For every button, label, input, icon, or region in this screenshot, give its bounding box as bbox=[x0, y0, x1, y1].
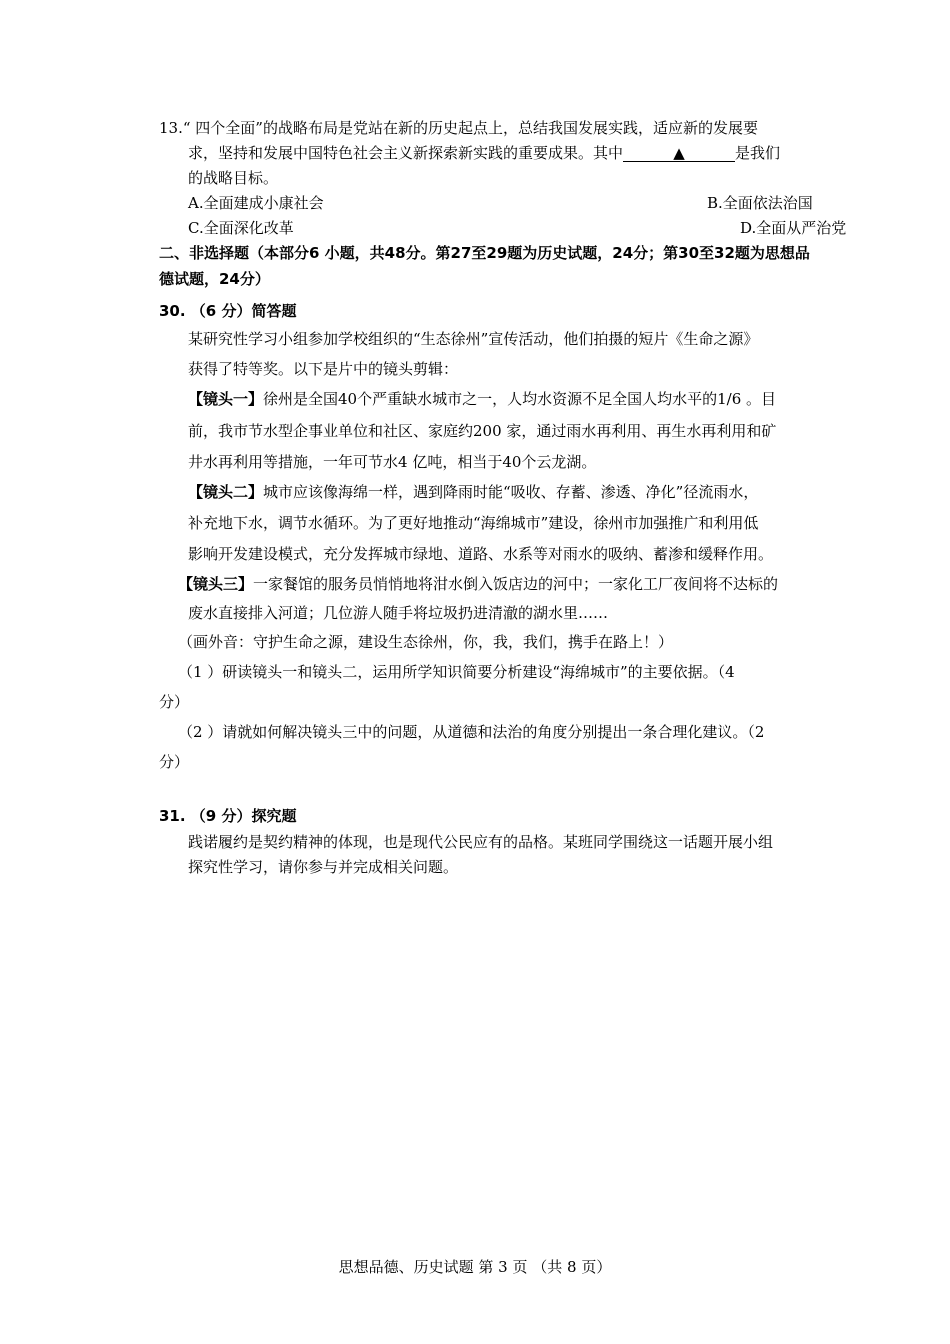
q13-stem-line1: 13.“ 四个全面”的战略布局是党站在新的历史起点上，总结我国发展实践，适应新的发展要 bbox=[159, 119, 758, 137]
shot1-line1 bbox=[188, 388, 776, 410]
shot1-label: 【镜头一】 bbox=[188, 390, 264, 408]
q13-stem-line3: 的战略目标。 bbox=[188, 169, 279, 187]
triangle-marker: ▲ bbox=[673, 144, 685, 162]
shot3-line2: 废水直接排入河道；几位游人随手将垃圾扔进清澈的湖水里…… bbox=[188, 604, 609, 622]
shot3-text: 一家餐馆的服务员悄悄地将泔水倒入饭店边的河中；一家化工厂夜间将不达标的 bbox=[253, 575, 779, 593]
shot2-label: 【镜头二】 bbox=[188, 483, 264, 501]
q13-stem-line2-pre: 求，坚持和发展中国特色社会主义新探索新实践的重要成果。其中 bbox=[188, 144, 624, 162]
q31-intro-line2: 探究性学习，请你参与并完成相关问题。 bbox=[188, 858, 459, 876]
shot3-line1 bbox=[178, 573, 778, 595]
shot2-line1 bbox=[188, 481, 758, 503]
q13-option-b: B.全面依法治国 bbox=[707, 194, 813, 212]
q13-option-c: C.全面深化改革 bbox=[188, 219, 294, 237]
shot2-line3: 影响开发建设模式，充分发挥城市绿地、道路、水系等对雨水的吸纳、蓄渗和缓释作用。 bbox=[188, 545, 774, 563]
q13-option-d: D.全面从严治党 bbox=[740, 219, 847, 237]
q30-title: 30. （6 分）简答题 bbox=[159, 302, 297, 320]
q31-title: 31. （9 分）探究题 bbox=[159, 807, 297, 825]
q30-intro-line1: 某研究性学习小组参加学校组织的“生态徐州”宣传活动，他们拍摄的短片《生命之源》 bbox=[188, 330, 759, 348]
page-footer: 思想品德、历史试题 第 3 页 （共 8 页） bbox=[338, 1258, 612, 1276]
q13-option-a: A.全面建成小康社会 bbox=[188, 194, 324, 212]
answer-blank bbox=[623, 145, 735, 162]
shot2-line2: 补充地下水，调节水循环。为了更好地推动“海绵城市”建设，徐州市加强推广和利用低 bbox=[188, 514, 759, 532]
shot3-label: 【镜头三】 bbox=[178, 575, 254, 593]
shot1-line3: 井水再利用等措施，一年可节水4 亿吨，相当于40个云龙湖。 bbox=[188, 453, 597, 471]
voiceover: （画外音：守护生命之源，建设生态徐州，你，我，我们，携手在路上！） bbox=[178, 633, 674, 651]
shot1-text: 徐州是全国40个严重缺水城市之一，人均水资源不足全国人均水平的1/6 。目 bbox=[263, 390, 777, 408]
q30-sub1-line1: （1 ）研读镜头一和镜头二，运用所学知识简要分析建设“海绵城市”的主要依据。（4 bbox=[178, 663, 735, 681]
q30-intro-line2: 获得了特等奖。以下是片中的镜头剪辑： bbox=[188, 360, 459, 378]
section2-heading-line2: 德试题，24分） bbox=[159, 270, 270, 288]
q30-sub2-line2: 分） bbox=[159, 753, 190, 771]
q31-intro-line1: 践诺履约是契约精神的体现，也是现代公民应有的品格。某班同学围绕这一话题开展小组 bbox=[188, 833, 774, 851]
shot2-text: 城市应该像海绵一样，遇到降雨时能“吸收、存蓄、渗透、净化”径流雨水， bbox=[263, 483, 759, 501]
shot1-line2: 前，我市节水型企事业单位和社区、家庭约200 家，通过雨水再利用、再生水再利用和矿 bbox=[188, 422, 777, 440]
q13-stem-line2-post: 是我们 bbox=[735, 144, 781, 162]
q30-sub1-line2: 分） bbox=[159, 693, 190, 711]
section2-heading-line1: 二、非选择题（本部分6 小题，共48分。第27至29题为历史试题，24分；第30至32题为思想品 bbox=[159, 244, 810, 262]
q13-stem-line2 bbox=[188, 142, 780, 164]
q30-sub2-line1: （2 ）请就如何解决镜头三中的问题，从道德和法治的角度分别提出一条合理化建议。（2 bbox=[178, 723, 765, 741]
